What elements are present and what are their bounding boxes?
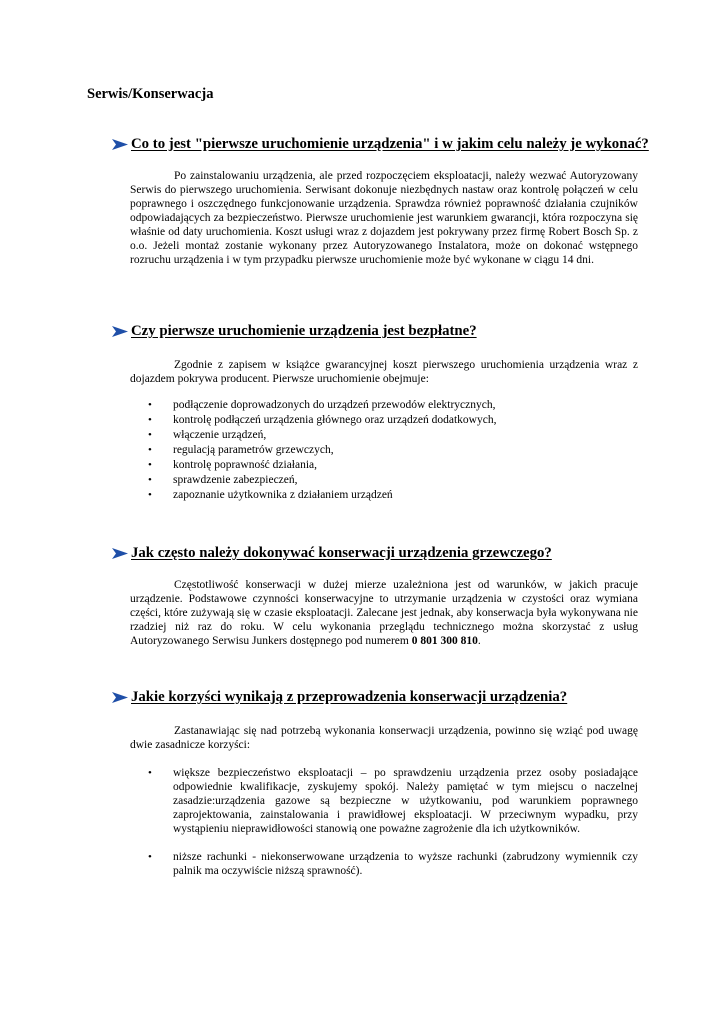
question-text: Co to jest "pierwsze uruchomienie urządzenia" i w jakim celu należy je wykonać?	[131, 136, 649, 152]
list-item: • włączenie urządzeń,	[148, 429, 267, 441]
arrow-bullet-icon	[112, 139, 128, 150]
answer-paragraph: Częstotliwość konserwacji w dużej mierze uzależniona jest od warunków, w jakich pracuje urządzenie. Podstawowe czynności konserwacyjne to utrzymanie urządzenia w czystości oraz wymiana części, które zużywają się w czasie eksploatacji. Zalecane jest jednak, aby konserwacja była wykonywana nie rzadziej niż raz do roku. W celu wykonania przeglądu technicznego można skorzystać z usług Autoryzowanego Serwisu Junkers dostępnego pod numerem 0 801 300 810.	[130, 579, 638, 647]
list-item: • sprawdzenie zabezpieczeń,	[148, 474, 298, 486]
list-item: • kontrolę poprawność działania,	[148, 459, 318, 471]
arrow-bullet-icon	[112, 326, 128, 337]
question-text: Jak często należy dokonywać konserwacji urządzenia grzewczego?	[131, 545, 552, 561]
arrow-bullet-icon	[112, 692, 128, 703]
list-item: • kontrolę podłączeń urządzenia głównego oraz urządzeń dodatkowych,	[148, 414, 497, 426]
bullet-list	[130, 766, 638, 878]
question-text: Jakie korzyści wynikają z przeprowadzenia konserwacji urządzenia?	[131, 689, 568, 705]
question-heading	[112, 689, 567, 706]
service-phone-number: 0 801 300 810	[411, 635, 478, 647]
page-title: Serwis/Konserwacja	[87, 86, 214, 102]
list-item: • zapoznanie użytkownika z działaniem urządzeń	[148, 489, 393, 501]
question-heading	[112, 323, 477, 340]
list-item: • większe bezpieczeństwo eksploatacji – po sprawdzeniu urządzenia przez osoby posiadające odpowiednie kwalifikacje, zyskujemy spokój. Należy pamiętać w tym miejscu o naczelnej zasadzie:urządzenia gazowe są bezpieczne w użytkowaniu, pod warunkiem poprawnego zaprojektowania, zainstalowania i prawidłowej eksploatacji. W przeciwnym wypadku, przy wystąpieniu nieprawidłowości stanowią one poważne zagrożenie dla ich użytkowników.	[148, 767, 638, 835]
bullet-list	[130, 398, 638, 503]
question-text: Czy pierwsze uruchomienie urządzenia jest bezpłatne?	[131, 323, 477, 339]
list-item: • podłączenie doprowadzonych do urządzeń przewodów elektrycznych,	[148, 399, 496, 411]
answer-paragraph: Po zainstalowaniu urządzenia, ale przed rozpoczęciem eksploatacji, należy wezwać Autoryzowany Serwis do pierwszego uruchomienia. Serwisant dokonuje niezbędnych nastaw oraz kontrolę połączeń w celu poprawnego i oszczędnego funkcjonowanie urządzenia. Sprawdza również poprawność działania czujników odpowiadających za bezpieczeństwo. Pierwsze uruchomienie jest warunkiem gwarancji, która rozpoczyna się właśnie od daty uruchomienia. Koszt usługi wraz z dojazdem jest pokrywany przez firmę Robert Bosch Sp. z o.o. Jeżeli montaż zostanie wykonany przez Autoryzowanego Instalatora, może on dokonać wstępnego rozruchu urządzenia i w tym przypadku pierwsze uruchomienie może być wykonane w ciągu 14 dni.	[130, 170, 638, 266]
list-item: • niższe rachunki - niekonserwowane urządzenia to wyższe rachunki (zabrudzony wymiennik czy palnik ma oczywiście niższą sprawność).	[148, 851, 638, 877]
answer-paragraph: Zgodnie z zapisem w książce gwarancyjnej koszt pierwszego uruchomienia urządzenia wraz z dojazdem pokrywa producent. Pierwsze uruchomienie obejmuje:	[130, 359, 638, 385]
arrow-bullet-icon	[112, 548, 128, 559]
question-heading	[112, 136, 649, 153]
list-item: • regulacją parametrów grzewczych,	[148, 444, 334, 456]
answer-paragraph: Zastanawiając się nad potrzebą wykonania konserwacji urządzenia, powinno się wziąć pod uwagę dwie zasadnicze korzyści:	[130, 725, 638, 751]
question-heading	[112, 545, 552, 562]
